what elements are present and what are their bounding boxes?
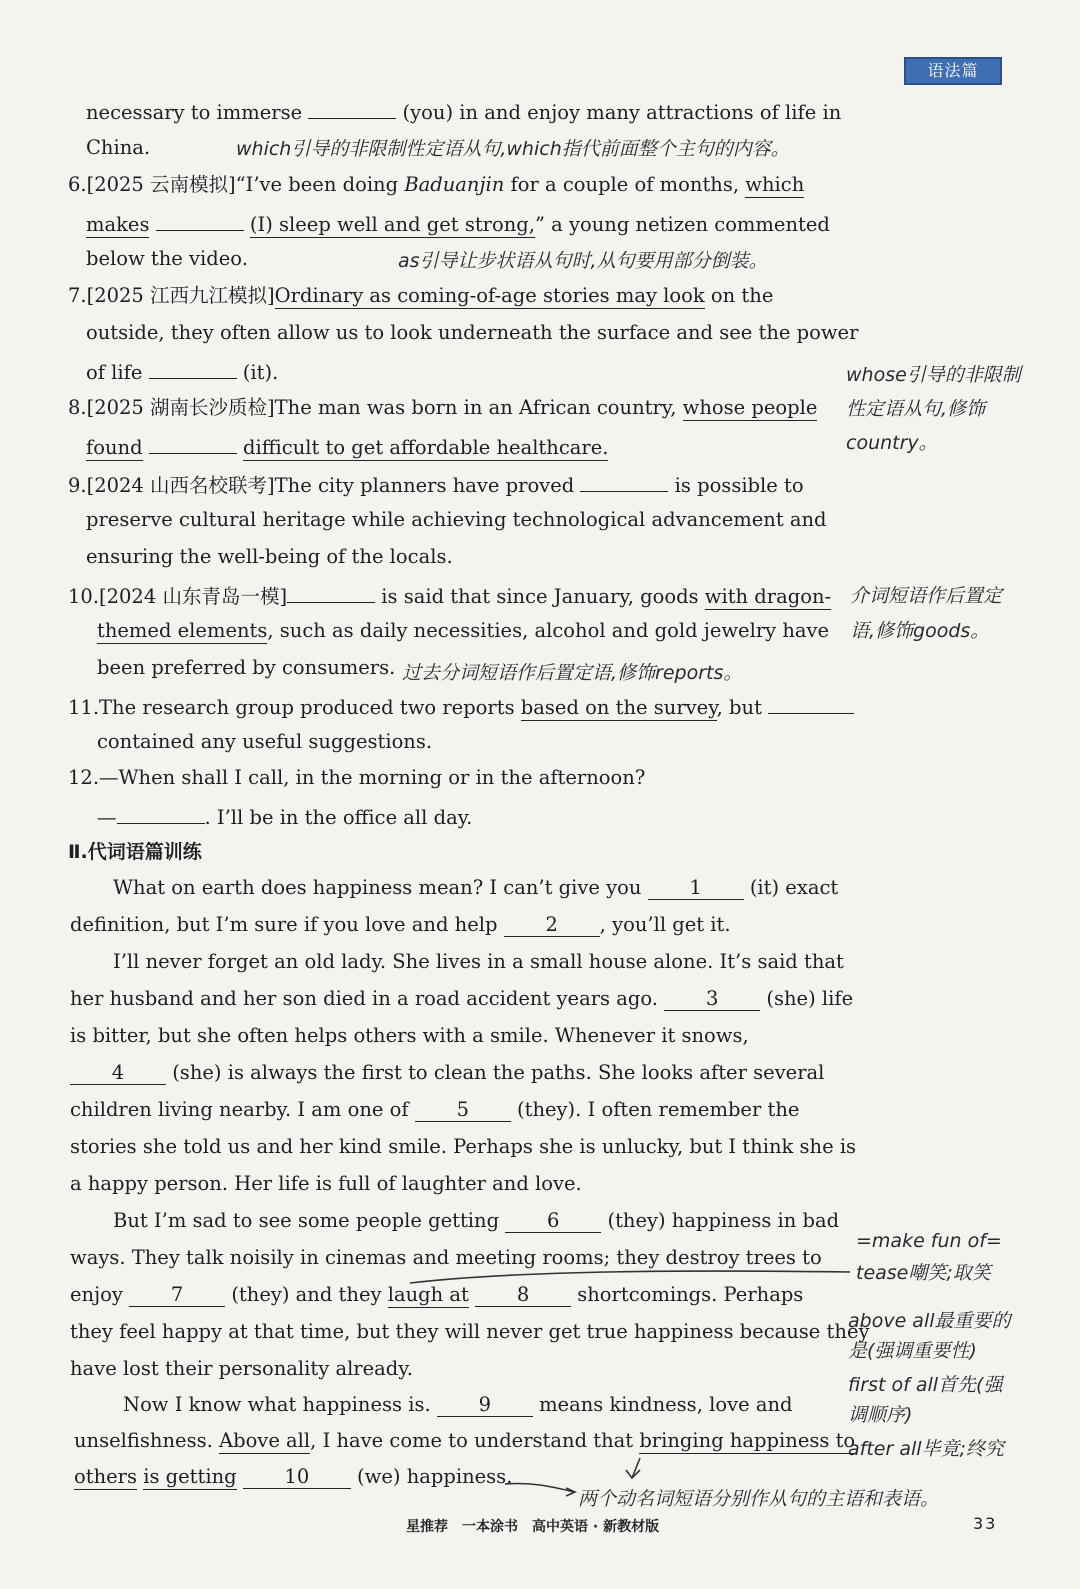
q8-side-note-3: country。: [846, 432, 938, 454]
q12-text: —When shall I call, in the morning or in the afternoon?: [99, 766, 646, 789]
q6-underlined-makes: makes: [86, 213, 150, 236]
passage-blank-1[interactable]: 1: [648, 877, 744, 900]
passage-blank-3[interactable]: 3: [664, 988, 760, 1011]
q8-side-note-2: 性定语从句,修饰: [846, 398, 986, 420]
q7-text-3: of life: [86, 361, 143, 384]
q6-italic-term: Baduanjin: [404, 173, 505, 196]
q9-source: [2024 山西名校联考]: [86, 474, 275, 497]
q5-text-2: (you) in and enjoy many attractions of life in: [402, 101, 842, 124]
q12-dash: —: [97, 806, 117, 829]
q7-text: on the: [710, 284, 774, 307]
page-number: 33: [973, 1514, 998, 1533]
passage-text: (they). I often remember the: [517, 1098, 800, 1121]
q8-side-note-1: whose引导的非限制: [846, 364, 1021, 386]
section-2-heading: Ⅱ.代词语篇训练: [68, 841, 202, 863]
q11-text-2: , but: [716, 696, 762, 719]
passage-text: her husband and her son died in a road accident years ago.: [70, 987, 658, 1010]
passage-text: , I have come to understand that: [310, 1429, 634, 1452]
passage-text: a happy person. Her life is full of laughter and love.: [70, 1172, 582, 1195]
q6-text: “I’ve been doing: [235, 173, 399, 196]
q10-side-note-2: 语,修饰goods。: [850, 620, 990, 642]
side-note-laugh-2: tease嘲笑;取笑: [856, 1262, 991, 1284]
q7-text-4: (it).: [242, 361, 279, 384]
passage-text: (she) life: [766, 987, 854, 1010]
q7-underlined-text: Ordinary as coming-of-age stories may look: [274, 284, 705, 307]
q9-text-2: is possible to: [674, 474, 804, 497]
q10-text-2: , such as daily necessities, alcohol and gold jewelry have: [267, 619, 830, 642]
q6-underlined-which: which: [745, 173, 805, 196]
passage-text: unselfishness.: [74, 1429, 213, 1452]
passage-text: Now I know what happiness is.: [123, 1393, 431, 1416]
q6-text-4: below the video.: [86, 247, 248, 270]
passage-text: children living nearby. I am one of: [70, 1098, 409, 1121]
q5-text: necessary to immerse: [86, 101, 303, 124]
side-note-laugh-1: =make fun of=: [856, 1230, 1002, 1252]
passage-text: What on earth does happiness mean? I can’t give you: [113, 876, 642, 899]
passage-blank-5[interactable]: 5: [415, 1099, 511, 1122]
q10-text-3: been preferred by consumers.: [97, 656, 396, 679]
side-note-above-2: 是(强调重要性): [848, 1340, 977, 1362]
q8-underlined-whose: whose people: [682, 396, 818, 419]
q6-number: 6.: [68, 173, 87, 196]
passage-text: stories she told us and her kind smile. Perhaps she is unlucky, but I think she is: [70, 1135, 857, 1158]
passage-text: I’ll never forget an old lady. She lives in a small house alone. It’s said that: [113, 950, 844, 973]
passage-text: (they) and they: [231, 1283, 382, 1306]
bottom-note-arrowhead: [566, 1488, 575, 1496]
q10-number: 10.: [68, 585, 100, 608]
passage-text: , you’ll get it.: [599, 913, 731, 936]
passage-text: have lost their personality already.: [70, 1357, 413, 1380]
passage-text: means kindness, love and: [539, 1393, 793, 1416]
q10-source: [2024 山东青岛一模]: [99, 585, 288, 608]
q6-source: [2025 云南模拟]: [86, 173, 236, 196]
q6-text-3: ” a young netizen commented: [534, 213, 830, 236]
passage-underlined-is-getting: is getting: [143, 1465, 237, 1488]
q7-number: 7.: [68, 284, 87, 307]
bottom-note-arrow: [505, 1483, 574, 1492]
q9-number: 9.: [68, 474, 87, 497]
passage-blank-7[interactable]: 7: [129, 1284, 225, 1307]
side-note-above-1: above all最重要的: [848, 1310, 1011, 1332]
passage-text: enjoy: [70, 1283, 123, 1306]
passage-underlined-others: others: [74, 1465, 138, 1488]
q8-number: 8.: [68, 396, 87, 419]
passage-blank-10[interactable]: 10: [243, 1466, 351, 1489]
q11-text-3: contained any useful suggestions.: [97, 730, 433, 753]
passage-text: But I’m sad to see some people getting: [113, 1209, 500, 1232]
q11-number: 11.: [68, 696, 100, 719]
side-note-after: after all毕竟;终究: [848, 1438, 1004, 1460]
passage-text: they feel happy at that time, but they will never get true happiness because they: [70, 1320, 870, 1343]
q5-text-3: China.: [86, 136, 151, 159]
q10-underlined-phrase: with dragon-: [704, 585, 832, 608]
q12-number: 12.: [68, 766, 100, 789]
q9-text-3: preserve cultural heritage while achieving technological advancement and: [86, 508, 827, 531]
passage-underlined-laugh-at: laugh at: [387, 1283, 469, 1306]
side-note-first-1: first of all首先(强: [848, 1374, 1003, 1396]
q9-text-4: ensuring the well-being of the locals.: [86, 545, 453, 568]
passage-underlined-gerund-1: bringing happiness to: [639, 1429, 856, 1452]
passage-bottom-note: 两个动名词短语分别作从句的主语和表语。: [578, 1488, 940, 1510]
footer-brand: 星推荐 一本涂书 高中英语 · 新教材版: [406, 1519, 660, 1535]
passage-text: shortcomings. Perhaps: [577, 1283, 804, 1306]
side-note-first-2: 调顺序): [848, 1404, 913, 1426]
passage-blank-4[interactable]: 4: [70, 1062, 166, 1085]
q6-underlined-clause: (I) sleep well and get strong,: [249, 213, 535, 236]
passage-underlined-above-all: Above all: [219, 1429, 311, 1452]
q10-underlined-phrase-2: themed elements: [97, 619, 268, 642]
q5-handwritten-note: which引导的非限制性定语从句,which指代前面整个主句的内容。: [236, 138, 790, 160]
q11-text: The research group produced two reports: [99, 696, 515, 719]
q8-underlined-found: found: [86, 436, 143, 459]
q10-handwritten-note: 过去分词短语作后置定语,修饰reports。: [402, 662, 743, 684]
q9-text: The city planners have proved: [274, 474, 575, 497]
passage-text: is bitter, but she often helps others with a smile. Whenever it snows,: [70, 1024, 749, 1047]
q8-source: [2025 湖南长沙质检]: [86, 396, 275, 419]
passage-text: (she) is always the first to clean the paths. She looks after several: [172, 1061, 825, 1084]
q6-handwritten-note: as引导让步状语从句时,从句要用部分倒装。: [398, 250, 768, 272]
q6-text-2: for a couple of months,: [510, 173, 740, 196]
passage-blank-6[interactable]: 6: [505, 1210, 601, 1233]
passage-text: ways. They talk noisily in cinemas and meeting rooms; they destroy trees to: [70, 1246, 822, 1269]
q12-text-2: . I’ll be in the office all day.: [204, 806, 473, 829]
q7-source: [2025 江西九江模拟]: [86, 284, 275, 307]
q7-text-2: outside, they often allow us to look underneath the surface and see the power: [86, 321, 859, 344]
passage-text: definition, but I’m sure if you love and help: [70, 913, 498, 936]
passage-blank-2[interactable]: 2: [504, 914, 600, 937]
passage-text: (it) exact: [749, 876, 839, 899]
laugh-at-arrow: [410, 1271, 850, 1283]
q10-text: is said that since January, goods: [381, 585, 699, 608]
passage-text: (we) happiness.: [357, 1465, 513, 1488]
passage-blank-8[interactable]: 8: [475, 1284, 571, 1307]
section-badge: 语法篇: [904, 57, 1002, 85]
passage-text: (they) happiness in bad: [607, 1209, 840, 1232]
q8-underlined-clause: difficult to get affordable healthcare.: [242, 436, 609, 459]
q11-underlined-phrase: based on the survey: [520, 696, 717, 719]
passage-blank-9[interactable]: 9: [437, 1394, 533, 1417]
q8-text: The man was born in an African country,: [274, 396, 677, 419]
q10-side-note-1: 介词短语作后置定: [850, 585, 1003, 607]
